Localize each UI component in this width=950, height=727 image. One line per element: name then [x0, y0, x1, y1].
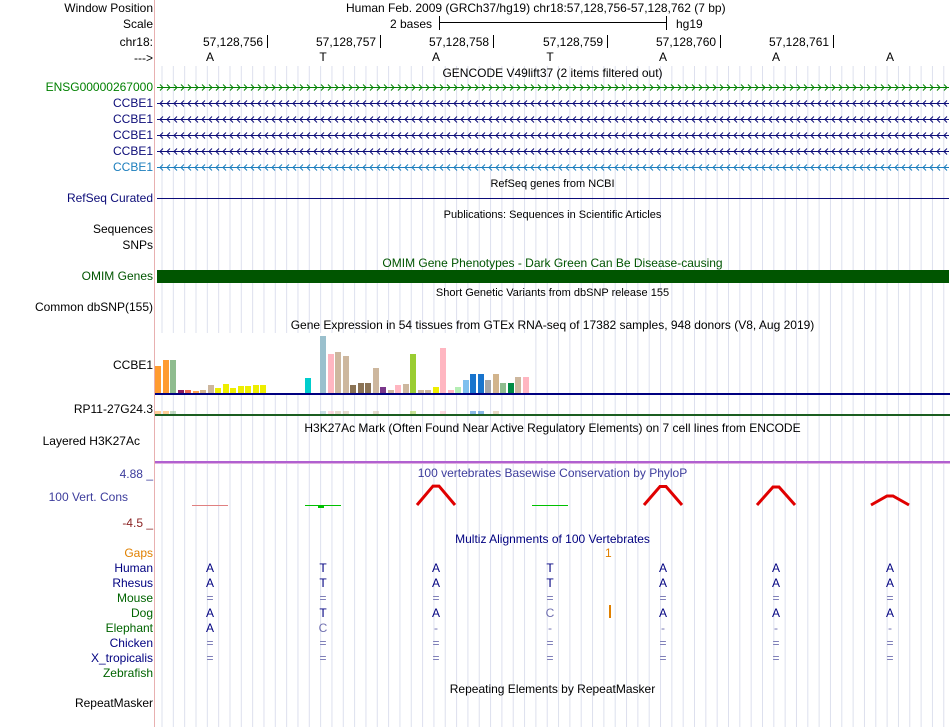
alignment-base: = — [886, 636, 894, 650]
alignment-base: = — [659, 651, 667, 665]
alignment-base: = — [886, 591, 894, 605]
assembly-label: hg19 — [676, 17, 703, 31]
alignment-base: A — [205, 576, 214, 590]
gencode-transcript-line[interactable] — [157, 83, 949, 92]
alignment-base: - — [888, 621, 892, 635]
gtex-baseline-2 — [155, 414, 950, 416]
gap-marker — [609, 605, 611, 618]
omim-gene-bar[interactable] — [157, 270, 949, 283]
alignment-base: = — [319, 651, 327, 665]
reference-base: A — [885, 50, 894, 64]
dbsnp-label[interactable]: Common dbSNP(155) — [34, 300, 153, 314]
gencode-transcript-label[interactable]: CCBE1 — [112, 128, 153, 142]
gtex-tissue-bar[interactable] — [343, 356, 349, 393]
gtex-gene-label-1[interactable]: CCBE1 — [112, 358, 153, 372]
gaps-label: Gaps — [124, 546, 153, 560]
reference-base: T — [546, 50, 554, 64]
alignment-base: A — [885, 561, 894, 575]
gtex-gene-label-2[interactable]: RP11-27G24.3 — [73, 402, 153, 416]
snps-label[interactable]: SNPs — [122, 238, 153, 252]
scale-label: Scale — [122, 17, 153, 31]
alignment-base: = — [206, 591, 214, 605]
gtex-tissue-bar[interactable] — [320, 336, 326, 393]
phylop-track-title: 100 vertebrates Basewise Conservation by PhyloP — [417, 466, 688, 480]
gtex-track-title: Gene Expression in 54 tissues from GTEx RNA-seq of 17382 samples, 948 donors (V8, Aug 2019) — [290, 318, 815, 332]
alignment-base: C — [318, 621, 328, 635]
omim-label[interactable]: OMIM Genes — [81, 269, 153, 283]
gencode-transcript-line[interactable] — [157, 147, 949, 156]
coordinate-label: 57,128,761 — [769, 35, 830, 49]
alignment-base: = — [319, 591, 327, 605]
alignment-base: A — [658, 561, 667, 575]
alignment-base: = — [659, 591, 667, 605]
alignment-base: A — [431, 561, 440, 575]
alignment-base: - — [434, 621, 438, 635]
gtex-tissue-bar[interactable] — [328, 354, 334, 393]
alignment-base: = — [432, 591, 440, 605]
phylop-label[interactable]: 100 Vert. Cons — [48, 490, 128, 504]
window-position-label: Window Position — [64, 1, 153, 15]
gtex-tissue-bar[interactable] — [245, 386, 251, 393]
reference-base: A — [771, 50, 780, 64]
reference-base: A — [205, 50, 214, 64]
strand-arrow-label: ---> — [134, 51, 153, 65]
multiz-track-title: Multiz Alignments of 100 Vertebrates — [455, 532, 650, 546]
alignment-base: T — [319, 561, 327, 575]
alignment-base: = — [546, 651, 554, 665]
coordinate-tick — [607, 35, 608, 48]
coordinate-tick — [720, 35, 721, 48]
h3k27ac-signal-line-2 — [155, 463, 950, 464]
gtex-tissue-bar[interactable] — [395, 385, 401, 393]
gtex-tissue-bar[interactable] — [440, 348, 446, 393]
gtex-tissue-bar[interactable] — [463, 380, 469, 393]
coordinate-label: 57,128,759 — [543, 35, 604, 49]
phylop-max-label: 4.88 _ — [119, 467, 153, 481]
species-label[interactable]: Human — [114, 561, 153, 575]
gtex-tissue-bar[interactable] — [410, 354, 416, 393]
alignment-base: A — [205, 561, 214, 575]
alignment-base: A — [205, 621, 214, 635]
alignment-base: = — [432, 651, 440, 665]
gtex-baseline-1 — [155, 393, 950, 395]
omim-track-title: OMIM Gene Phenotypes - Dark Green Can Be Disease-causing — [382, 256, 723, 270]
gtex-tissue-bar[interactable] — [260, 385, 266, 393]
alignment-base: = — [659, 636, 667, 650]
coordinate-label: 57,128,758 — [429, 35, 490, 49]
alignment-base: T — [546, 576, 554, 590]
alignment-base: = — [206, 651, 214, 665]
alignment-base: A — [431, 576, 440, 590]
species-label[interactable]: Elephant — [105, 621, 153, 635]
gencode-transcript-label[interactable]: ENSG00000267000 — [45, 80, 153, 94]
species-label[interactable]: Mouse — [116, 591, 153, 605]
gtex-tissue-bar[interactable] — [223, 384, 229, 393]
refseq-track-title: RefSeq genes from NCBI — [490, 178, 615, 190]
gencode-track-title: GENCODE V49lift37 (2 items filtered out) — [442, 66, 663, 80]
alignment-base: A — [771, 561, 780, 575]
repeatmasker-label[interactable]: RepeatMasker — [74, 696, 153, 710]
gtex-tissue-bar[interactable] — [515, 377, 521, 393]
phylop-conservation-plot[interactable] — [155, 478, 950, 528]
alignment-base: = — [319, 636, 327, 650]
publications-track-title: Publications: Sequences in Scientific Articles — [443, 209, 662, 221]
gtex-tissue-bar[interactable] — [373, 368, 379, 393]
alignment-base: = — [772, 591, 780, 605]
coordinate-tick — [267, 35, 268, 48]
species-label[interactable]: Rhesus — [112, 576, 153, 590]
alignment-base: A — [771, 606, 780, 620]
alignment-base: = — [546, 591, 554, 605]
reference-base: T — [319, 50, 327, 64]
scale-text: 2 bases — [390, 17, 433, 31]
gencode-transcript-label[interactable]: CCBE1 — [112, 160, 153, 174]
gtex-tissue-bar[interactable] — [238, 386, 244, 393]
alignment-base: A — [658, 576, 667, 590]
gtex-tissue-bar[interactable] — [358, 383, 364, 393]
alignment-base: - — [774, 621, 778, 635]
gencode-transcript-line[interactable] — [157, 163, 949, 172]
alignment-base: T — [319, 606, 327, 620]
gtex-tissue-bar[interactable] — [485, 380, 491, 393]
alignment-base: T — [319, 576, 327, 590]
gaps-value: 1 — [605, 546, 612, 560]
gtex-tissue-bar[interactable] — [350, 385, 356, 393]
phylop-low-score[interactable] — [192, 505, 228, 506]
refseq-gene-line[interactable] — [157, 198, 949, 199]
gtex-tissue-bar[interactable] — [305, 378, 311, 393]
gtex-tissue-bar[interactable] — [208, 385, 214, 393]
gtex-tissue-bar[interactable] — [335, 352, 341, 393]
alignment-base: = — [432, 636, 440, 650]
repeatmasker-track-title: Repeating Elements by RepeatMasker — [449, 682, 656, 696]
dbsnp-track-title: Short Genetic Variants from dbSNP release 155 — [435, 287, 670, 299]
gtex-tissue-bar[interactable] — [523, 377, 529, 393]
species-label[interactable]: X_tropicalis — [90, 651, 153, 665]
h3k27ac-track-title: H3K27Ac Mark (Often Found Near Active Regulatory Elements) on 7 cell lines from ENCODE — [304, 421, 801, 435]
gtex-tissue-bar[interactable] — [253, 385, 259, 393]
alignment-base: = — [886, 651, 894, 665]
gencode-transcript-label[interactable]: CCBE1 — [112, 144, 153, 158]
species-label[interactable]: Chicken — [109, 636, 153, 650]
h3k27ac-label[interactable]: Layered H3K27Ac — [42, 434, 140, 448]
coordinate-tick — [493, 35, 494, 48]
gtex-tissue-bar[interactable] — [155, 366, 161, 393]
phylop-low-score[interactable] — [532, 505, 568, 506]
coordinate-tick — [833, 35, 834, 48]
alignment-base: - — [548, 621, 552, 635]
species-label[interactable]: Zebrafish — [102, 666, 153, 680]
phylop-low-score-detail — [318, 505, 324, 508]
alignment-base: A — [431, 606, 440, 620]
window-position-text: Human Feb. 2009 (GRCh37/hg19) chr18:57,128,756-57,128,762 (7 bp) — [346, 1, 726, 15]
coordinate-label: 57,128,756 — [203, 35, 264, 49]
alignment-base: = — [206, 636, 214, 650]
phylop-conservation-peak[interactable] — [644, 487, 682, 505]
phylop-conservation-peak[interactable] — [871, 496, 909, 505]
gtex-tissue-bar[interactable] — [170, 360, 176, 393]
gtex-tissue-bar[interactable] — [163, 360, 169, 393]
alignment-base: A — [205, 606, 214, 620]
gencode-transcript-line[interactable] — [157, 115, 949, 124]
gtex-tissue-bar[interactable] — [403, 384, 409, 393]
gtex-tissue-bar[interactable] — [493, 374, 499, 393]
gencode-transcript-label[interactable]: CCBE1 — [112, 96, 153, 110]
alignment-base: = — [772, 651, 780, 665]
gtex-tissue-bar[interactable] — [365, 383, 371, 393]
gtex-tissue-bar[interactable] — [508, 383, 514, 393]
coordinate-label: 57,128,757 — [316, 35, 377, 49]
alignment-base: = — [772, 636, 780, 650]
chrom-label: chr18: — [119, 35, 153, 49]
reference-base: A — [431, 50, 440, 64]
coordinate-tick — [380, 35, 381, 48]
gtex-tissue-bar[interactable] — [500, 383, 506, 393]
gtex-tissue-bar[interactable] — [478, 374, 484, 393]
phylop-min-label: -4.5 _ — [122, 516, 153, 530]
phylop-conservation-peak[interactable] — [757, 487, 795, 505]
alignment-base: A — [885, 576, 894, 590]
alignment-base: A — [885, 606, 894, 620]
gencode-transcript-label[interactable]: CCBE1 — [112, 112, 153, 126]
refseq-label[interactable]: RefSeq Curated — [66, 191, 153, 205]
phylop-conservation-peak[interactable] — [417, 486, 455, 505]
coordinate-label: 57,128,760 — [656, 35, 717, 49]
scale-bar — [439, 16, 667, 30]
gtex-tissue-bar[interactable] — [470, 374, 476, 393]
gencode-transcript-line[interactable] — [157, 99, 949, 108]
reference-base: A — [658, 50, 667, 64]
publications-label[interactable]: Sequences — [92, 222, 153, 236]
alignment-base: - — [661, 621, 665, 635]
alignment-base: A — [658, 606, 667, 620]
species-label[interactable]: Dog — [130, 606, 153, 620]
alignment-base: T — [546, 561, 554, 575]
alignment-base: C — [545, 606, 555, 620]
alignment-base: = — [546, 636, 554, 650]
gencode-transcript-line[interactable] — [157, 131, 949, 140]
alignment-base: A — [771, 576, 780, 590]
